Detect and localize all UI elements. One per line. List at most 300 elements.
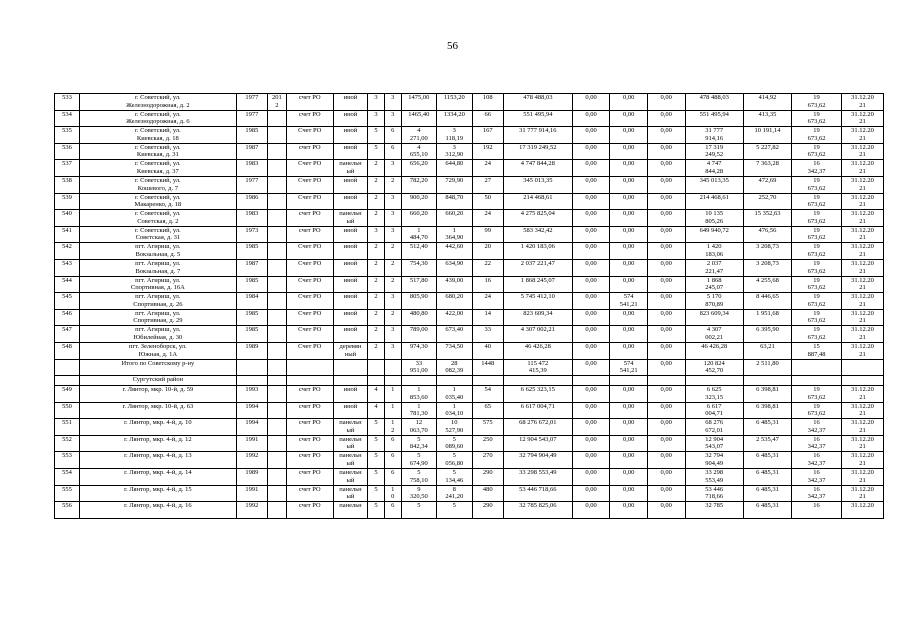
year-renovated-cell xyxy=(267,502,286,519)
living-area-cell: 1153,20 xyxy=(437,94,472,111)
table-cell xyxy=(286,359,333,376)
table-cell xyxy=(401,376,436,386)
total-total-cost: 115 472 415,39 xyxy=(503,359,572,376)
cost-other-cell: 0,00 xyxy=(647,143,685,160)
year-built-cell: 1985 xyxy=(236,326,267,343)
address-cell: г. Лянтор, мкр. 4-й, д. 10 xyxy=(80,419,237,436)
year-renovated-cell xyxy=(267,402,286,419)
residents-cell: 192 xyxy=(472,143,503,160)
unit-cost-cell: 413,35 xyxy=(743,110,791,127)
wall-material-cell: иной xyxy=(333,326,367,343)
fund-method-cell: Счет РО xyxy=(286,326,333,343)
year-built-cell: 1985 xyxy=(236,127,267,144)
row-number-cell: 556 xyxy=(55,502,80,519)
unit-cost-cell: 3 208,73 xyxy=(743,259,791,276)
floors-cell: 2 xyxy=(368,259,385,276)
total-area-cell: 782,20 xyxy=(401,176,436,193)
limit-cost-cell: 19 673,62 xyxy=(791,386,841,403)
fund-method-cell: счет РО xyxy=(286,452,333,469)
row-number-cell: 554 xyxy=(55,469,80,486)
cost-owners-cell: 68 276 672,01 xyxy=(685,419,743,436)
total-area-cell: 974,30 xyxy=(401,342,436,359)
planned-date-cell: 31.12.20 21 xyxy=(842,94,884,111)
cost-owners-cell: 32 794 904,49 xyxy=(685,452,743,469)
total-area-cell: 754,30 xyxy=(401,259,436,276)
year-renovated-cell xyxy=(267,160,286,177)
floors-cell: 5 xyxy=(368,143,385,160)
cost-fund-cell: 0,00 xyxy=(572,243,610,260)
year-renovated-cell xyxy=(267,293,286,310)
address-cell: пгт. Агириш, ул. Спортивная, д. 29 xyxy=(80,309,237,326)
total-cost-cell: 1 420 183,06 xyxy=(503,243,572,260)
residents-cell: 16 xyxy=(472,276,503,293)
planned-date-cell: 31.12.20 21 xyxy=(842,176,884,193)
fund-method-cell: счет РО xyxy=(286,402,333,419)
row-number-cell: 543 xyxy=(55,259,80,276)
planned-date-cell: 31.12.20 21 xyxy=(842,309,884,326)
total-area-cell: 1475,00 xyxy=(401,94,436,111)
living-area-cell: 10 527,90 xyxy=(437,419,472,436)
cost-owners-cell: 6 617 004,71 xyxy=(685,402,743,419)
year-renovated-cell xyxy=(267,193,286,210)
cost-fund-cell: 0,00 xyxy=(572,94,610,111)
address-cell: г. Лянтор, мкр. 10-й, д. 59 xyxy=(80,386,237,403)
total-area-cell: 805,90 xyxy=(401,293,436,310)
cost-budget-cell: 0,00 xyxy=(610,210,648,227)
address-cell: пгт. Агириш, ул. Вокзальная, д. 7 xyxy=(80,259,237,276)
cost-owners-cell: 10 135 805,26 xyxy=(685,210,743,227)
total-cost-cell: 31 777 914,16 xyxy=(503,127,572,144)
total-label: Итого по Советскому р-ну xyxy=(80,359,237,376)
residents-cell: 270 xyxy=(472,452,503,469)
total-area-cell: 12 063,70 xyxy=(401,419,436,436)
total-cost-cell: 68 276 672,01 xyxy=(503,419,572,436)
cost-owners-cell: 12 904 543,07 xyxy=(685,435,743,452)
planned-date-cell: 31.12.20 21 xyxy=(842,386,884,403)
entrances-cell: 2 xyxy=(384,276,401,293)
year-renovated-cell xyxy=(267,452,286,469)
address-cell: г. Советский, ул. Советская, д. 31 xyxy=(80,226,237,243)
housing-program-table xyxy=(54,93,884,519)
wall-material-cell: панельн ый xyxy=(333,435,367,452)
fund-method-cell: Счет РО xyxy=(286,276,333,293)
floors-cell: 5 xyxy=(368,502,385,519)
residents-cell: 66 xyxy=(472,110,503,127)
wall-material-cell: панельн ый xyxy=(333,160,367,177)
cost-fund-cell: 0,00 xyxy=(572,469,610,486)
total-area-cell: 512,40 xyxy=(401,243,436,260)
cost-budget-cell: 0,00 xyxy=(610,386,648,403)
cost-fund-cell: 0,00 xyxy=(572,293,610,310)
fund-method-cell: счет РО xyxy=(286,419,333,436)
unit-cost-cell: 6 395,90 xyxy=(743,326,791,343)
year-built-cell: 1992 xyxy=(236,452,267,469)
cost-other-cell: 0,00 xyxy=(647,226,685,243)
fund-method-cell: Счет РО xyxy=(286,243,333,260)
cost-fund-cell: 0,00 xyxy=(572,419,610,436)
year-renovated-cell: 201 2 xyxy=(267,94,286,111)
table-row xyxy=(55,502,884,519)
cost-other-cell: 0,00 xyxy=(647,309,685,326)
table-row xyxy=(55,326,884,343)
year-renovated-cell xyxy=(267,419,286,436)
cost-other-cell: 0,00 xyxy=(647,293,685,310)
total-cost-cell: 6 617 004,71 xyxy=(503,402,572,419)
limit-cost-cell: 15 887,48 xyxy=(791,342,841,359)
total-area-cell: 660,20 xyxy=(401,210,436,227)
cost-owners-cell: 31 777 914,16 xyxy=(685,127,743,144)
living-area-cell: 3 118,19 xyxy=(437,127,472,144)
cost-fund-cell: 0,00 xyxy=(572,309,610,326)
table-row xyxy=(55,143,884,160)
fund-method-cell: Счет РО xyxy=(286,193,333,210)
year-renovated-cell xyxy=(267,326,286,343)
entrances-cell: 3 xyxy=(384,94,401,111)
residents-cell: 167 xyxy=(472,127,503,144)
table-row xyxy=(55,176,884,193)
table-cell xyxy=(384,359,401,376)
cost-budget-cell: 0,00 xyxy=(610,485,648,502)
planned-date-cell: 31.12.20 21 xyxy=(842,143,884,160)
cost-other-cell: 0,00 xyxy=(647,419,685,436)
wall-material-cell: иной xyxy=(333,259,367,276)
address-cell: г. Советский, ул. Железнодорожная, д. 6 xyxy=(80,110,237,127)
total-residents: 1448 xyxy=(472,359,503,376)
floors-cell: 2 xyxy=(368,160,385,177)
year-built-cell: 1987 xyxy=(236,259,267,276)
row-number-cell: 536 xyxy=(55,143,80,160)
unit-cost-cell: 414,92 xyxy=(743,94,791,111)
total-area-cell: 4 655,10 xyxy=(401,143,436,160)
fund-method-cell: Счет РО xyxy=(286,293,333,310)
page-number: 56 xyxy=(447,40,458,52)
total-cost-budget: 574 541,21 xyxy=(610,359,648,376)
unit-cost-cell: 1 951,68 xyxy=(743,309,791,326)
cost-budget-cell: 0,00 xyxy=(610,259,648,276)
wall-material-cell: иной xyxy=(333,110,367,127)
cost-other-cell: 0,00 xyxy=(647,502,685,519)
living-area-cell: 673,40 xyxy=(437,326,472,343)
fund-method-cell: счет РО xyxy=(286,143,333,160)
cost-owners-cell: 1 868 245,07 xyxy=(685,276,743,293)
address-cell: г. Советский, ул. Советская, д. 2 xyxy=(80,210,237,227)
fund-method-cell: счет РО xyxy=(286,469,333,486)
cost-fund-cell: 0,00 xyxy=(572,485,610,502)
address-cell: г. Лянтор, мкр. 4-й, д. 12 xyxy=(80,435,237,452)
total-area-cell: 1465,40 xyxy=(401,110,436,127)
living-area-cell: 439,00 xyxy=(437,276,472,293)
residents-cell: 20 xyxy=(472,243,503,260)
planned-date-cell: 31.12.20 21 xyxy=(842,293,884,310)
cost-budget-cell: 0,00 xyxy=(610,143,648,160)
residents-cell: 108 xyxy=(472,94,503,111)
living-area-cell: 660,20 xyxy=(437,210,472,227)
residents-cell: 24 xyxy=(472,160,503,177)
entrances-cell: 1 2 xyxy=(384,419,401,436)
cost-owners-cell: 5 170 870,89 xyxy=(685,293,743,310)
address-cell: г. Советский, ул. Макаренко, д. 18 xyxy=(80,193,237,210)
living-area-cell: 848,70 xyxy=(437,193,472,210)
table-cell xyxy=(55,359,80,376)
unit-cost-cell: 10 191,14 xyxy=(743,127,791,144)
entrances-cell: 3 xyxy=(384,160,401,177)
year-built-cell: 1983 xyxy=(236,210,267,227)
living-area-cell: 3 312,90 xyxy=(437,143,472,160)
residents-cell: 250 xyxy=(472,435,503,452)
entrances-cell: 6 xyxy=(384,452,401,469)
fund-method-cell: счет РО xyxy=(286,226,333,243)
total-cost-cell: 214 468,61 xyxy=(503,193,572,210)
unit-cost-cell: 476,56 xyxy=(743,226,791,243)
table-cell xyxy=(55,376,80,386)
year-built-cell: 1994 xyxy=(236,402,267,419)
entrances-cell: 6 xyxy=(384,143,401,160)
cost-owners-cell: 1 420 183,06 xyxy=(685,243,743,260)
total-cost-cell: 551 495,94 xyxy=(503,110,572,127)
cost-fund-cell: 0,00 xyxy=(572,386,610,403)
limit-cost-cell: 19 673,62 xyxy=(791,193,841,210)
residents-cell: 33 xyxy=(472,326,503,343)
year-renovated-cell xyxy=(267,435,286,452)
entrances-cell: 3 xyxy=(384,293,401,310)
table-cell xyxy=(472,376,503,386)
total-cost-cell: 5 745 412,10 xyxy=(503,293,572,310)
total-area-cell: 5 758,10 xyxy=(401,469,436,486)
cost-fund-cell: 0,00 xyxy=(572,210,610,227)
floors-cell: 2 xyxy=(368,293,385,310)
floors-cell: 2 xyxy=(368,193,385,210)
row-number-cell: 551 xyxy=(55,419,80,436)
planned-date-cell: 31.12.20 xyxy=(842,502,884,519)
total-row xyxy=(55,359,884,376)
year-built-cell: 1984 xyxy=(236,293,267,310)
row-number-cell: 553 xyxy=(55,452,80,469)
table-cell xyxy=(842,376,884,386)
cost-other-cell: 0,00 xyxy=(647,435,685,452)
living-area-cell: 729,90 xyxy=(437,176,472,193)
planned-date-cell: 31.12.20 21 xyxy=(842,193,884,210)
entrances-cell: 1 xyxy=(384,386,401,403)
address-cell: г. Лянтор, мкр. 4-й, д. 15 xyxy=(80,485,237,502)
floors-cell: 5 xyxy=(368,452,385,469)
cost-budget-cell: 0,00 xyxy=(610,176,648,193)
cost-owners-cell: 4 307 002,21 xyxy=(685,326,743,343)
limit-cost-cell: 19 673,62 xyxy=(791,243,841,260)
limit-cost-cell: 19 673,62 xyxy=(791,94,841,111)
residents-cell: 24 xyxy=(472,210,503,227)
residents-cell: 22 xyxy=(472,259,503,276)
wall-material-cell: иной xyxy=(333,143,367,160)
cost-fund-cell: 0,00 xyxy=(572,226,610,243)
table-cell xyxy=(791,376,841,386)
cost-fund-cell: 0,00 xyxy=(572,435,610,452)
cost-fund-cell: 0,00 xyxy=(572,402,610,419)
cost-budget-cell: 0,00 xyxy=(610,276,648,293)
wall-material-cell: иной xyxy=(333,193,367,210)
residents-cell: 27 xyxy=(472,176,503,193)
cost-fund-cell: 0,00 xyxy=(572,176,610,193)
table-row xyxy=(55,452,884,469)
entrances-cell: 2 xyxy=(384,259,401,276)
entrances-cell: 6 xyxy=(384,469,401,486)
total-cost-cell: 4 747 844,28 xyxy=(503,160,572,177)
year-renovated-cell xyxy=(267,276,286,293)
cost-other-cell: 0,00 xyxy=(647,127,685,144)
living-area-cell: 1334,20 xyxy=(437,110,472,127)
year-built-cell: 1985 xyxy=(236,309,267,326)
cost-budget-cell: 0,00 xyxy=(610,193,648,210)
residents-cell: 24 xyxy=(472,293,503,310)
total-cost-cell: 12 904 543,07 xyxy=(503,435,572,452)
residents-cell: 65 xyxy=(472,402,503,419)
floors-cell: 5 xyxy=(368,419,385,436)
year-renovated-cell xyxy=(267,243,286,260)
limit-cost-cell: 19 673,62 xyxy=(791,259,841,276)
row-number-cell: 550 xyxy=(55,402,80,419)
cost-owners-cell: 53 446 718,66 xyxy=(685,485,743,502)
cost-owners-cell: 32 785 xyxy=(685,502,743,519)
address-cell: г. Советский, ул. Киевская, д. 18 xyxy=(80,127,237,144)
limit-cost-cell: 16 342,37 xyxy=(791,469,841,486)
row-number-cell: 540 xyxy=(55,210,80,227)
address-cell: г. Советский, ул. Киевская, д. 31 xyxy=(80,143,237,160)
total-total-area: 33 951,00 xyxy=(401,359,436,376)
unit-cost-cell: 6 485,31 xyxy=(743,502,791,519)
cost-other-cell: 0,00 xyxy=(647,176,685,193)
row-number-cell: 534 xyxy=(55,110,80,127)
cost-budget-cell: 0,00 xyxy=(610,243,648,260)
wall-material-cell: деревян ный xyxy=(333,342,367,359)
address-cell: г. Лянтор, мкр. 4-й, д. 13 xyxy=(80,452,237,469)
wall-material-cell: панельн ый xyxy=(333,210,367,227)
total-cost-cell: 53 446 718,66 xyxy=(503,485,572,502)
address-cell: г. Советский, ул. Кошевого, д. 7 xyxy=(80,176,237,193)
row-number-cell: 545 xyxy=(55,293,80,310)
total-cost-cell: 345 013,35 xyxy=(503,176,572,193)
floors-cell: 4 xyxy=(368,402,385,419)
row-number-cell: 537 xyxy=(55,160,80,177)
year-built-cell: 1977 xyxy=(236,110,267,127)
cost-owners-cell: 551 495,94 xyxy=(685,110,743,127)
planned-date-cell: 31.12.20 21 xyxy=(842,127,884,144)
wall-material-cell: иной xyxy=(333,386,367,403)
wall-material-cell: панельн xyxy=(333,502,367,519)
unit-cost-cell: 6 398,81 xyxy=(743,386,791,403)
fund-method-cell: счет РО xyxy=(286,110,333,127)
year-built-cell: 1985 xyxy=(236,243,267,260)
limit-cost-cell: 19 673,62 xyxy=(791,110,841,127)
cost-budget-cell: 0,00 xyxy=(610,160,648,177)
unit-cost-cell: 8 446,65 xyxy=(743,293,791,310)
limit-cost-cell: 19 673,62 xyxy=(791,276,841,293)
row-number-cell: 549 xyxy=(55,386,80,403)
year-renovated-cell xyxy=(267,309,286,326)
year-built-cell: 1991 xyxy=(236,485,267,502)
row-number-cell: 535 xyxy=(55,127,80,144)
address-cell: пгт. Зеленоборск, ул. Южная, д. 1А xyxy=(80,342,237,359)
fund-method-cell: Счет РО xyxy=(286,127,333,144)
table-row xyxy=(55,110,884,127)
cost-owners-cell: 214 468,61 xyxy=(685,193,743,210)
entrances-cell: 2 xyxy=(384,243,401,260)
limit-cost-cell: 16 342,37 xyxy=(791,419,841,436)
unit-cost-cell: 5 227,82 xyxy=(743,143,791,160)
limit-cost-cell: 19 673,62 xyxy=(791,326,841,343)
entrances-cell: 6 xyxy=(384,435,401,452)
total-area-cell: 656,20 xyxy=(401,160,436,177)
limit-cost-cell: 19 673,62 xyxy=(791,402,841,419)
cost-other-cell: 0,00 xyxy=(647,210,685,227)
table-cell xyxy=(503,376,572,386)
table-cell xyxy=(610,376,648,386)
limit-cost-cell: 16 342,37 xyxy=(791,160,841,177)
table-row xyxy=(55,127,884,144)
total-area-cell: 480,80 xyxy=(401,309,436,326)
fund-method-cell: счет РО xyxy=(286,386,333,403)
year-built-cell: 1987 xyxy=(236,143,267,160)
unit-cost-cell: 4 255,68 xyxy=(743,276,791,293)
unit-cost-cell: 6 485,31 xyxy=(743,419,791,436)
cost-owners-cell: 649 940,72 xyxy=(685,226,743,243)
year-renovated-cell xyxy=(267,259,286,276)
table-cell xyxy=(437,376,472,386)
table-cell xyxy=(333,359,367,376)
table-row xyxy=(55,435,884,452)
residents-cell: 99 xyxy=(472,226,503,243)
cost-other-cell: 0,00 xyxy=(647,469,685,486)
year-renovated-cell xyxy=(267,226,286,243)
wall-material-cell: иной xyxy=(333,309,367,326)
fund-method-cell: счет РО xyxy=(286,485,333,502)
table-row xyxy=(55,276,884,293)
year-renovated-cell xyxy=(267,127,286,144)
cost-budget-cell: 0,00 xyxy=(610,226,648,243)
year-renovated-cell xyxy=(267,386,286,403)
year-built-cell: 1992 xyxy=(236,502,267,519)
living-area-cell: 734,50 xyxy=(437,342,472,359)
address-cell: г. Лянтор, мкр. 4-й, д. 14 xyxy=(80,469,237,486)
cost-owners-cell: 345 013,35 xyxy=(685,176,743,193)
entrances-cell: 1 xyxy=(384,402,401,419)
cost-budget-cell: 0,00 xyxy=(610,469,648,486)
cost-other-cell: 0,00 xyxy=(647,243,685,260)
planned-date-cell: 31.12.20 21 xyxy=(842,160,884,177)
living-area-cell: 1 035,40 xyxy=(437,386,472,403)
floors-cell: 5 xyxy=(368,469,385,486)
table-cell xyxy=(572,376,610,386)
planned-date-cell: 31.12.20 21 xyxy=(842,326,884,343)
limit-cost-cell: 19 673,62 xyxy=(791,127,841,144)
residents-cell: 50 xyxy=(472,193,503,210)
entrances-cell: 3 xyxy=(384,210,401,227)
cost-fund-cell: 0,00 xyxy=(572,276,610,293)
table-cell xyxy=(236,376,267,386)
cost-other-cell: 0,00 xyxy=(647,193,685,210)
cost-other-cell: 0,00 xyxy=(647,342,685,359)
total-area-cell: 4 271,00 xyxy=(401,127,436,144)
limit-cost-cell: 16 342,37 xyxy=(791,485,841,502)
living-area-cell: 422,00 xyxy=(437,309,472,326)
wall-material-cell: панельн ый xyxy=(333,469,367,486)
floors-cell: 3 xyxy=(368,226,385,243)
address-cell: пгт. Агириш, ул. Вокзальная, д. 5 xyxy=(80,243,237,260)
limit-cost-cell: 19 673,62 xyxy=(791,226,841,243)
table-row xyxy=(55,469,884,486)
cost-budget-cell: 0,00 xyxy=(610,309,648,326)
entrances-cell: 2 xyxy=(384,176,401,193)
section-row xyxy=(55,376,884,386)
table-row xyxy=(55,342,884,359)
